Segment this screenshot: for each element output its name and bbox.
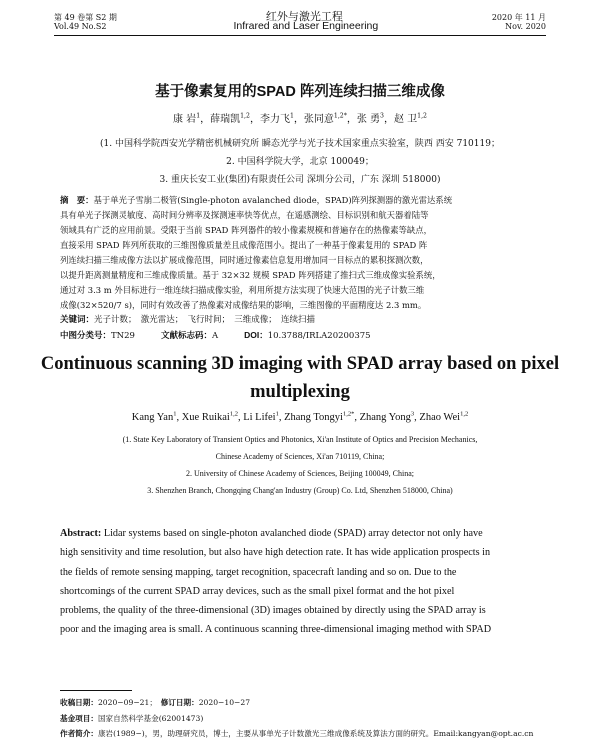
cn-class-number: 中图分类号：TN29 — [60, 330, 135, 341]
cn-keywords-label: 关键词： — [60, 314, 95, 324]
en-affiliation: 2. University of Chinese Academy of Sciences, Beijing 100049, China; — [186, 469, 414, 478]
header-date-en: Nov. 2020 — [505, 22, 546, 31]
header-date-cn: 2020 年 11 月 — [491, 13, 546, 22]
en-abstract-line: shortcomings of the current SPAD array devices, such as the small pixel format and the hot pixel — [60, 585, 455, 597]
en-abstract-line: Abstract: Lidar systems based on single-photon avalanched diode (SPAD) array detector not only have — [60, 528, 483, 539]
header-volume-cn: 第 49 卷第 S2 期 — [54, 13, 117, 22]
en-author: Zhang Tongyi$^{1,2*}$ — [284, 410, 355, 423]
cn-abstract-line: 具有单光子探测灵敏度、高时间分辨率及探测速率快等优点，在遥感测绘、目标识别和航天器着陆等 — [60, 210, 429, 220]
header-rule — [54, 35, 546, 36]
en-affiliations — [60, 431, 540, 499]
header-journal-en: Infrared and Laser Engineering — [233, 20, 379, 32]
cn-author: 薛瑞凯$^{1,2}$ — [210, 112, 250, 125]
cn-abstract-line: 领域具有广泛的应用前景。受限于当前 SPAD 阵列器件的较小像素规模和普遍存在的热像素等缺点， — [60, 225, 433, 235]
en-affiliation: (1. State Key Laboratory of Transient Optics and Photonics, Xi'an Institute of Optics and Precision Mechanics, — [122, 435, 478, 444]
footnote-author: 作者简介：康岩(1989−)，男，助理研究员，博士，主要从事单光子计数激光三维成像系统及算法方面的研究。Email:kangyan@opt.ac.cn — [60, 729, 534, 738]
cn-abstract-line: 成像(32×520/7 s)，同时有效改善了热像素对成像结果的影响，三维图像的平面精度达 2.3 mm。 — [60, 300, 427, 310]
cn-abstract — [60, 193, 540, 313]
cn-abstract-line: 摘 要：基于单光子雪崩二极管(Single-photon avalanched diode，SPAD)阵列探测器的激光雷达系统 — [60, 195, 453, 205]
en-author-list: Kang Yan$^1$, Xue Ruikai$^{1,2}$, Li Lifei$^1$, Zhang Tongyi$^{1,2*}$, Zhang Yong$^3$, Zhao Wei$^{1,2}$ — [131, 410, 469, 423]
cn-abstract-line: 直接采用 SPAD 阵列所获取的三维图像质量差且成像范围小。提出了一种基于像素复用的 SPAD 阵 — [60, 240, 428, 250]
en-author: Kang Yan$^1$ — [131, 410, 177, 423]
cn-affiliation: 3. 重庆长安工业(集团)有限责任公司 深圳分公司，广东 深圳 518000) — [159, 175, 441, 185]
cn-author-list: 康 岩$^1$，薛瑞凯$^{1,2}$，李力飞$^1$，张同意$^{1,2*}$，张 勇$^3$，赵 卫$^{1,2}$ — [173, 112, 427, 125]
cn-title: 基于像素复用的SPAD 阵列连续扫描三维成像 — [155, 84, 445, 100]
footnotes — [60, 695, 550, 742]
cn-author: 康 岩$^1$ — [173, 112, 201, 125]
en-affiliation: Chinese Academy of Sciences, Xi'an 710119, China; — [215, 452, 385, 461]
en-author: Li Lifei$^1$ — [243, 410, 279, 423]
cn-affiliations — [60, 135, 540, 189]
cn-author: 赵 卫$^{1,2}$ — [393, 112, 427, 125]
en-abstract-line: poor and the imaging area is small. A continuous scanning three-dimensional imaging method with SPAD — [60, 624, 492, 636]
cn-abstract-line: 通过对 3.3 m 外目标进行一维连续扫描成像实验，利用所提方法实现了快速大范围的光子计数三维 — [60, 285, 425, 295]
cn-keywords-text: 光子计数； 激光雷达； 飞行时间； 三维成像； 连续扫描 — [94, 315, 316, 325]
cn-keywords — [60, 313, 540, 325]
cn-abstract-label: 摘 要： — [60, 195, 94, 205]
en-abstract-label: Abstract: — [60, 528, 102, 539]
en-abstract — [60, 524, 540, 640]
cn-author: 张 勇$^3$ — [356, 112, 384, 125]
running-header — [54, 8, 546, 36]
cn-abstract-line: 列连续扫描三维成像方法以扩展成像范围，同时通过像素信息复用增加同一目标点的累积探测次数， — [60, 255, 429, 265]
footnote-fund: 基金项目：国家自然科学基金(62001473) — [60, 713, 204, 723]
en-author: Zhao Wei$^{1,2}$ — [419, 410, 469, 423]
en-abstract-line: the fields of remote sensing mapping, target recognition, spacecraft landing and so on. Due to the — [60, 566, 457, 578]
en-abstract-line: problems, the quality of the three-dimensional (3D) images obtained by directly using the SPAD array is — [60, 605, 486, 617]
cn-abstract-line: 以提升距离测量精度和三维成像质量。基于 32×32 规模 SPAD 阵列搭建了推扫式三维成像实验系统， — [60, 270, 441, 280]
footnote-dates: 收稿日期：2020−09−21； 修订日期：2020−10−27 — [60, 698, 251, 707]
header-volume-en: Vol.49 No.S2 — [54, 22, 107, 31]
cn-doc-code: 文献标志码：A — [160, 330, 219, 341]
cn-author: 李力飞$^1$ — [259, 112, 294, 125]
en-affiliation: 3. Shenzhen Branch, Chongqing Chang'an Industry (Group) Co. Ltd, Shenzhen 518000, China) — [147, 486, 453, 495]
en-abstract-line: high sensitivity and time resolution, but also have high detection rate. It has wide application prospects in — [60, 547, 491, 559]
cn-affiliation: 2. 中国科学院大学，北京 100049； — [226, 157, 374, 167]
cn-affiliation: (1. 中国科学院西安光学精密机械研究所 瞬态光学与光子技术国家重点实验室，陕西 西安 710119； — [100, 139, 500, 149]
en-author: Xue Ruikai$^{1,2}$ — [181, 410, 238, 423]
cn-doi: DOI：10.3788/IRLA20200375 — [244, 330, 371, 341]
en-title: Continuous scanning 3D imaging with SPAD array based on pixel multiplexing — [40, 354, 560, 402]
cn-classification — [60, 329, 540, 341]
cn-author: 张同意$^{1,2*}$ — [303, 112, 347, 125]
en-author: Zhang Yong$^3$ — [359, 410, 415, 423]
header-journal-cn: 红外与激光工程 — [265, 11, 343, 23]
footnote-rule — [60, 690, 132, 691]
